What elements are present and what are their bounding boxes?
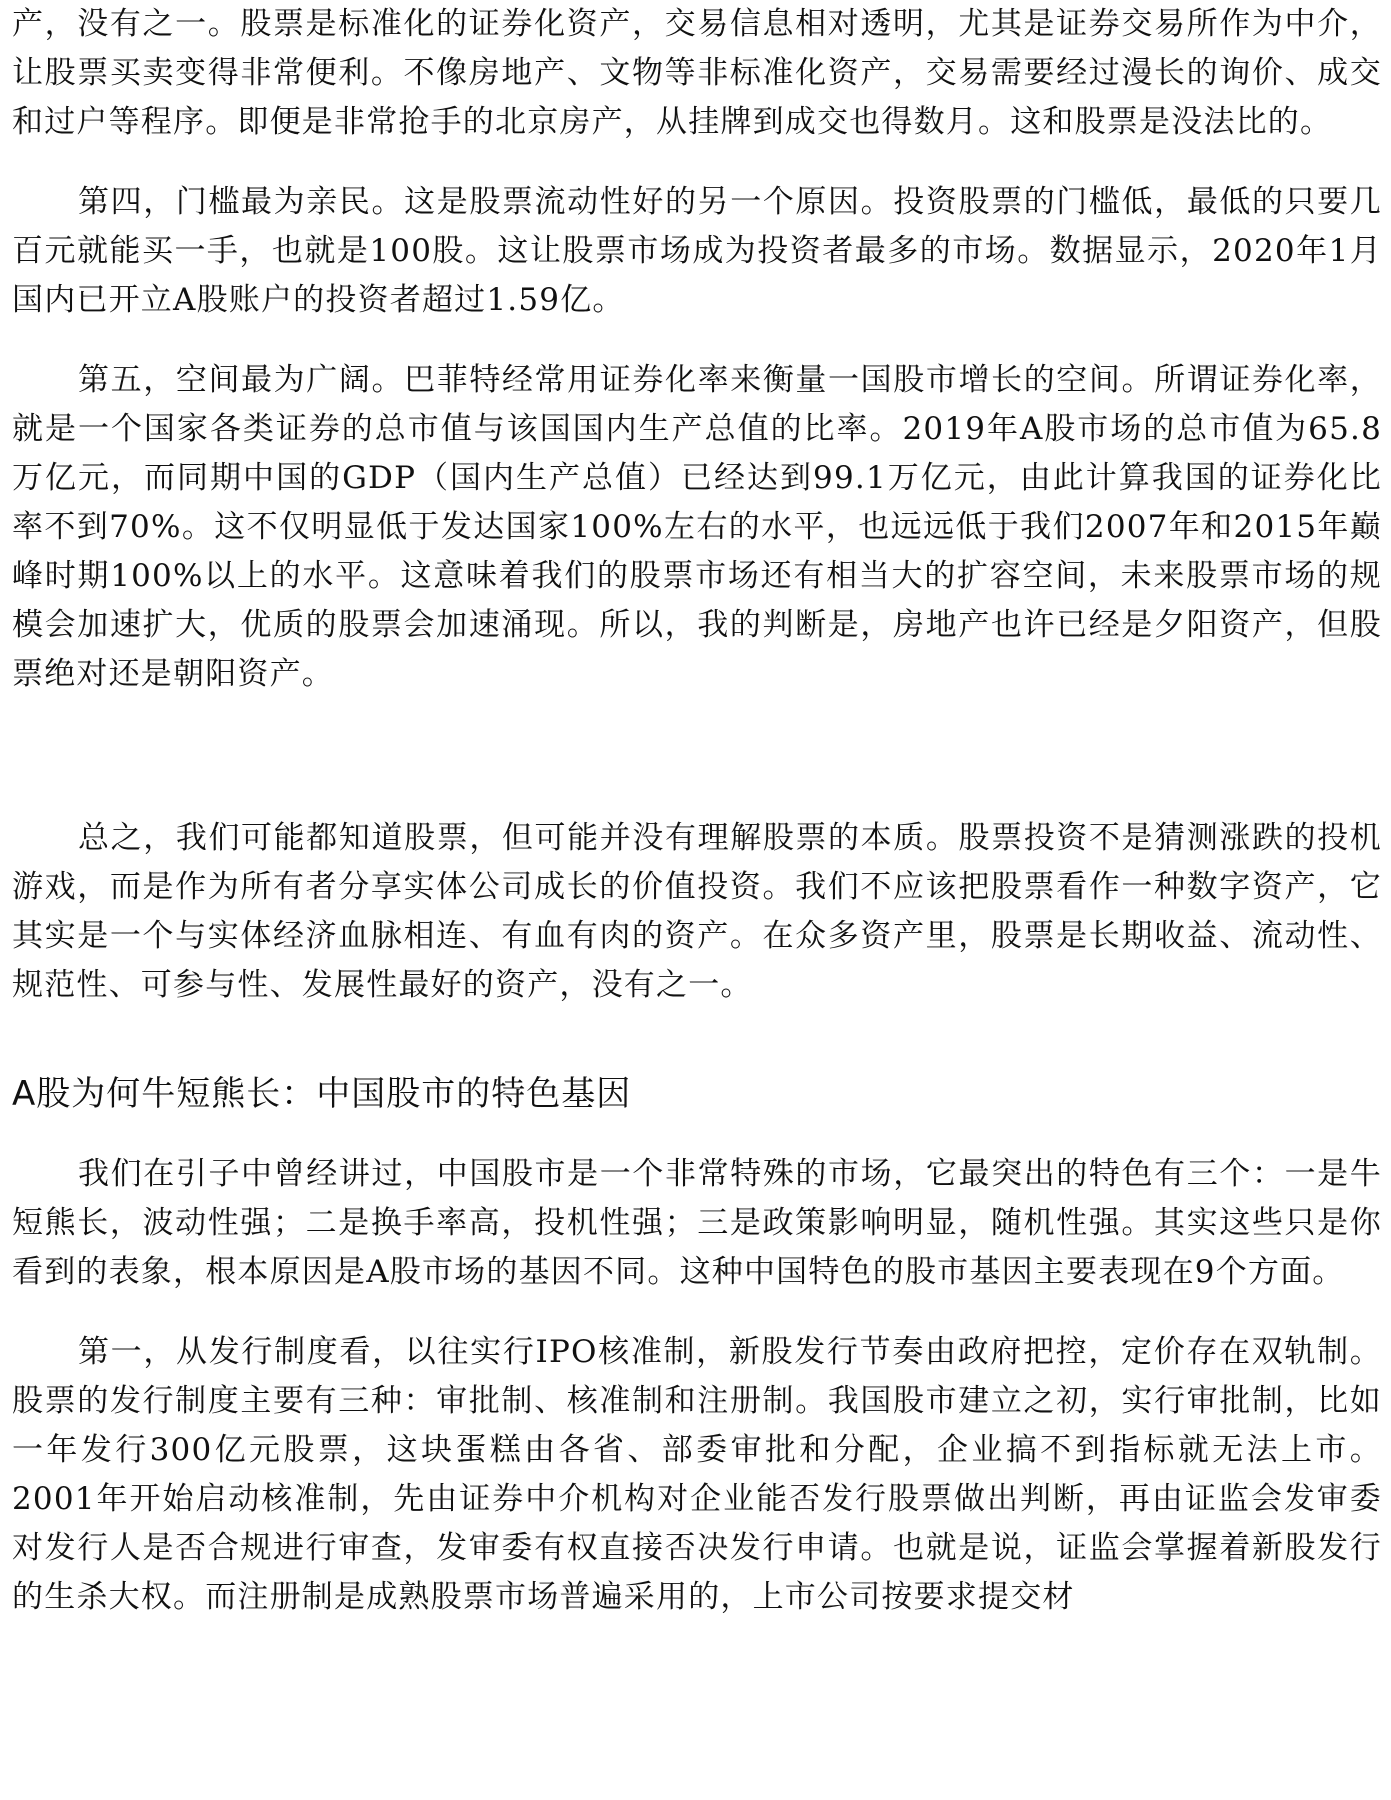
paragraph-summary: 总之，我们可能都知道股票，但可能并没有理解股票的本质。股票投资不是猜测涨跌的投机游戏，而是作为所有者分享实体公司成长的价值投资。我们不应该把股票看作一种数字资产，它其实是一个与实体经济血脉相连、有血有肉的资产。在众多资产里，股票是长期收益、流动性、规范性、可参与性、发展性最好的资产，没有之一。 — [12, 820, 1382, 1003]
paragraph-first-point: 第一，从发行制度看，以往实行IPO核准制，新股发行节奏由政府把控，定价存在双轨制。股票的发行制度主要有三种：审批制、核准制和注册制。我国股市建立之初，实行审批制，比如一年发行300亿元股票，这块蛋糕由各省、部委审批和分配，企业搞不到指标就无法上市。2001年开始启动核准制，先由证券中介机构对企业能否发行股票做出判断，再由证监会发审委对发行人是否合规进行审查，发审委有权直接否决发行申请。也就是说，证监会掌握着新股发行的生杀大权。而注册制是成熟股票市场普遍采用的，上市公司按要求提交材 — [12, 1334, 1382, 1615]
paragraph-fifth-point: 第五，空间最为广阔。巴菲特经常用证券化率来衡量一国股市增长的空间。所谓证券化率，就是一个国家各类证券的总市值与该国国内生产总值的比率。2019年A股市场的总市值为65.8万亿元，而同期中国的GDP（国内生产总值）已经达到99.1万亿元，由此计算我国的证券化比率不到70%。这不仅明显低于发达国家100%左右的水平，也远远低于我们2007年和2015年巅峰时期100%以上的水平。这意味着我们的股票市场还有相当大的扩容空间，未来股票市场的规模会加速扩大，优质的股票会加速涌现。所以，我的判断是，房地产也许已经是夕阳资产，但股票绝对还是朝阳资产。 — [12, 362, 1382, 692]
section-heading: A股为何牛短熊长：中国股市的特色基因 — [12, 1074, 632, 1114]
document-page — [12, 0, 1382, 1622]
paragraph-intro: 我们在引子中曾经讲过，中国股市是一个非常特殊的市场，它最突出的特色有三个：一是牛短熊长，波动性强；二是换手率高，投机性强；三是政策影响明显，随机性强。其实这些只是你看到的表象，根本原因是A股市场的基因不同。这种中国特色的股市基因主要表现在9个方面。 — [12, 1156, 1382, 1290]
paragraph-fourth-point: 第四，门槛最为亲民。这是股票流动性好的另一个原因。投资股票的门槛低，最低的只要几百元就能买一手，也就是100股。这让股票市场成为投资者最多的市场。数据显示，2020年1月国内已开立A股账户的投资者超过1.59亿。 — [12, 184, 1382, 318]
paragraph-continuation: 产，没有之一。股票是标准化的证券化资产，交易信息相对透明，尤其是证券交易所作为中介，让股票买卖变得非常便利。不像房地产、文物等非标准化资产，交易需要经过漫长的询价、成交和过户等程序。即便是非常抢手的北京房产，从挂牌到成交也得数月。这和股票是没法比的。 — [12, 6, 1382, 140]
